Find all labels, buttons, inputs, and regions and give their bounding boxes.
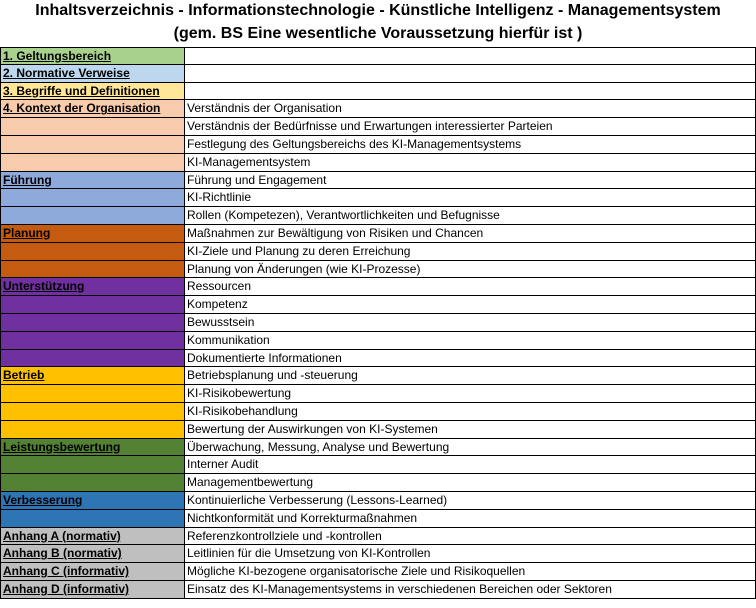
table-row	[0, 421, 756, 439]
subsection-cell: KI-Managementsystem	[185, 154, 756, 172]
section-label-cell	[0, 332, 185, 350]
section-label-cell[interactable]: Betrieb	[0, 367, 185, 385]
table-row	[0, 83, 756, 101]
section-label-cell	[0, 474, 185, 492]
subsection-cell: Dokumentierte Informationen	[185, 350, 756, 368]
subsection-cell: Ressourcen	[185, 278, 756, 296]
section-label-cell[interactable]: 3. Begriffe und Definitionen	[0, 83, 185, 101]
section-label-cell	[0, 403, 185, 421]
section-label-cell[interactable]: Anhang A (normativ)	[0, 528, 185, 546]
section-label-cell[interactable]: Leistungsbewertung	[0, 439, 185, 457]
subsection-cell	[185, 83, 756, 101]
table-row	[0, 65, 756, 83]
table-row	[0, 47, 756, 65]
section-label-cell	[0, 510, 185, 528]
subsection-cell: Nichtkonformität und Korrekturmaßnahmen	[185, 510, 756, 528]
section-label-cell	[0, 136, 185, 154]
table-row	[0, 118, 756, 136]
subsection-cell: Planung von Änderungen (wie KI-Prozesse)	[185, 261, 756, 279]
subsection-cell: Kommunikation	[185, 332, 756, 350]
table-row	[0, 172, 756, 190]
table-row	[0, 385, 756, 403]
subsection-cell: Rollen (Kompetezen), Verantwortlichkeiten und Befugnisse	[185, 207, 756, 225]
subsection-cell: Verständnis der Organisation	[185, 100, 756, 118]
table-row	[0, 136, 756, 154]
section-label-cell	[0, 154, 185, 172]
section-label-cell[interactable]: 1. Geltungsbereich	[0, 47, 185, 65]
table-row	[0, 189, 756, 207]
section-label-cell	[0, 456, 185, 474]
subsection-cell: Managementbewertung	[185, 474, 756, 492]
section-label-cell	[0, 207, 185, 225]
table-row	[0, 403, 756, 421]
document-header	[0, 0, 756, 47]
section-label-cell	[0, 314, 185, 332]
subsection-cell: Referenzkontrollziele und -kontrollen	[185, 528, 756, 546]
table-row	[0, 243, 756, 261]
section-label-cell[interactable]: Führung	[0, 172, 185, 190]
table-row	[0, 154, 756, 172]
subsection-cell: Führung und Engagement	[185, 172, 756, 190]
section-label-cell	[0, 118, 185, 136]
section-label-cell	[0, 296, 185, 314]
section-label-cell[interactable]: Anhang C (informativ)	[0, 563, 185, 581]
table-row	[0, 367, 756, 385]
subsection-cell: Interner Audit	[185, 456, 756, 474]
subsection-cell: Kontinuierliche Verbesserung (Lessons-Learned)	[185, 492, 756, 510]
section-label-cell[interactable]: Anhang D (informativ)	[0, 581, 185, 599]
subsection-cell	[185, 65, 756, 83]
subsection-cell: Mögliche KI-bezogene organisatorische Ziele und Risikoquellen	[185, 563, 756, 581]
toc-table	[0, 47, 756, 599]
section-label-cell[interactable]: 4. Kontext der Organisation	[0, 100, 185, 118]
table-row	[0, 510, 756, 528]
subsection-cell	[185, 47, 756, 65]
table-row	[0, 350, 756, 368]
table-row	[0, 314, 756, 332]
subsection-cell: Maßnahmen zur Bewältigung von Risiken und Chancen	[185, 225, 756, 243]
section-label-cell[interactable]: Planung	[0, 225, 185, 243]
table-row	[0, 332, 756, 350]
subsection-cell: Verständnis der Bedürfnisse und Erwartungen interessierter Parteien	[185, 118, 756, 136]
subsection-cell: Einsatz des KI-Managementsystems in verschiedenen Bereichen oder Sektoren	[185, 581, 756, 599]
subsection-cell: KI-Risikobewertung	[185, 385, 756, 403]
table-row	[0, 296, 756, 314]
table-row	[0, 492, 756, 510]
document-subtitle: (gem. BS Eine wesentliche Voraussetzung hierfür ist )	[173, 25, 583, 42]
table-row	[0, 207, 756, 225]
subsection-cell: KI-Ziele und Planung zu deren Erreichung	[185, 243, 756, 261]
table-row	[0, 474, 756, 492]
document-title: Inhaltsverzeichnis - Informationstechnologie - Künstliche Intelligenz - Managementsystem	[35, 2, 721, 19]
table-row	[0, 563, 756, 581]
subsection-cell: KI-Risikobehandlung	[185, 403, 756, 421]
section-label-cell[interactable]: Anhang B (normativ)	[0, 545, 185, 563]
subsection-cell: Kompetenz	[185, 296, 756, 314]
section-label-cell	[0, 385, 185, 403]
subsection-cell: Bewusstsein	[185, 314, 756, 332]
section-label-cell	[0, 189, 185, 207]
subsection-cell: Festlegung des Geltungsbereichs des KI-Managementsystems	[185, 136, 756, 154]
table-row	[0, 439, 756, 457]
table-row	[0, 278, 756, 296]
section-label-cell[interactable]: Unterstützung	[0, 278, 185, 296]
table-row	[0, 545, 756, 563]
subsection-cell: Leitlinien für die Umsetzung von KI-Kontrollen	[185, 545, 756, 563]
section-label-cell	[0, 261, 185, 279]
section-label-cell[interactable]: 2. Normative Verweise	[0, 65, 185, 83]
table-row	[0, 261, 756, 279]
subsection-cell: Überwachung, Messung, Analyse und Bewertung	[185, 439, 756, 457]
section-label-cell[interactable]: Verbesserung	[0, 492, 185, 510]
section-label-cell	[0, 350, 185, 368]
section-label-cell	[0, 421, 185, 439]
subsection-cell: Betriebsplanung und -steuerung	[185, 367, 756, 385]
table-row	[0, 225, 756, 243]
table-row	[0, 581, 756, 599]
table-row	[0, 456, 756, 474]
section-label-cell	[0, 243, 185, 261]
table-row	[0, 528, 756, 546]
subsection-cell: Bewertung der Auswirkungen von KI-Systemen	[185, 421, 756, 439]
subsection-cell: KI-Richtlinie	[185, 189, 756, 207]
table-row	[0, 100, 756, 118]
